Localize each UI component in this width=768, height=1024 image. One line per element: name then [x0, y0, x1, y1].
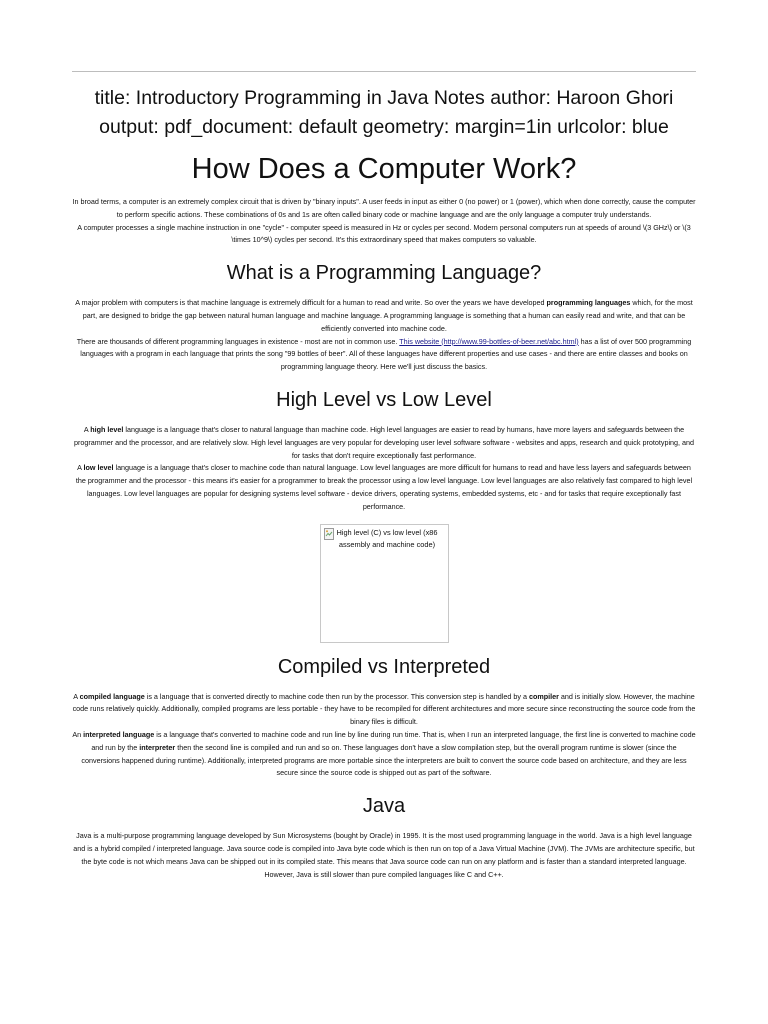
- horizontal-rule: [72, 71, 696, 72]
- paragraph-thousands-languages: [72, 336, 696, 374]
- section-compiled-vs-interpreted: [72, 655, 696, 781]
- text-run: language is a language that's closer to machine code than natural language. Low level languages are more difficult for humans to read and have less layers and safeguards between the programmer and the processor - this means it's easier for a programmer to break the processor using a low level language. Low level languages are also relatively fast compared to high level languages. Low level languages are popular for designing systems level software - device drivers, operating systems, embedded systems, etc - and for tasks that require exceptionally fast performance.: [75, 463, 693, 511]
- text-run: A major problem with computers is that machine language is extremely difficult for a human to read and write. So over the years we have developed: [75, 298, 547, 308]
- term-high-level: high level: [90, 424, 124, 434]
- broken-image-figure: [320, 524, 449, 643]
- section-programming-language: [72, 261, 696, 374]
- paragraph-java: Java is a multi-purpose programming language developed by Sun Microsystems (bought by Oracle) in 1995. It is the most used programming language in the world. Java is a high level language and is a hybrid compiled / interpreted language. Java source code is compiled into Java byte code which is then run on top of a Java Virtual Machine (JVM). The JVMs are architecture specific, but the byte code is not which means Java can be shipped out in its compiled state. This means that Java source code can run on any platform and is faster than a standard interpreted language. However, Java is still slower than pure compiled languages like C and C++.: [73, 831, 695, 879]
- text-run: is a language that's converted to machine code and run line by line during run time. That is, when I run an interpreted language, the first line is converted to machine code and run by the: [91, 729, 696, 752]
- section-heading-high-vs-low: High Level vs Low Level: [276, 388, 492, 411]
- section-heading-programming-language: What is a Programming Language?: [226, 262, 542, 285]
- section-java: [72, 794, 696, 881]
- text-run: which, for the most part, are designed to bridge the gap between natural human language and machine language. A programming language is something that a human can easily read and write, and that can be efficiently converted into machine code.: [82, 298, 693, 333]
- section-heading-java: Java: [362, 795, 406, 818]
- text-run: is a language that is converted directly to machine code then run by the processor. This conversion step is handled by a: [144, 691, 529, 701]
- term-compiler: compiler: [528, 691, 559, 701]
- page-title: How Does a Computer Work?: [191, 153, 577, 185]
- broken-image-icon: [324, 528, 334, 540]
- section-how-computer-works: [72, 196, 696, 247]
- text-run: A: [73, 691, 80, 701]
- paragraph-binary-inputs: In broad terms, a computer is an extremely complex circuit that is driven by "binary inputs". A user feeds in input as either 0 (no power) or 1 (power), which when done correctly, cause the computer to perform specific actions. These combinations of 0s and 1s are often called binary code or machine language and are the only language a computer truly understands.: [72, 197, 696, 219]
- paragraph-high-level: [72, 424, 696, 462]
- text-run: A: [77, 463, 84, 473]
- figure-alt-text: High level (C) vs low level (x86 assembly and machine code): [336, 527, 438, 550]
- document-page: [72, 84, 696, 881]
- section-heading-compiled-vs-interpreted: Compiled vs Interpreted: [277, 655, 491, 678]
- text-run: A: [83, 424, 91, 434]
- text-run: There are thousands of different programming languages in existence - most are not in common use.: [76, 336, 400, 346]
- text-run: language is a language that's closer to natural language than machine code. High level languages are easier to read by humans, have more layers and safeguards between the programmer and the processor, and are relatively slow. High level languages are very popular for developing user level software software - websites and apps, research and quick prototyping, and for tasks that don't require exceptionally fast performance.: [73, 424, 695, 460]
- paragraph-cycles: A computer processes a single machine instruction in one "cycle" - computer speed is measured in Hz or cycles per second. Modern personal computers run at speeds of around \(3 GHz\) or \(3 \times 10^9\) cycles per second. It's this extraordinary speed that makes computers so valuable.: [77, 222, 691, 245]
- paragraph-compiled: [72, 691, 696, 729]
- term-interpreted-language: interpreted language: [83, 729, 155, 739]
- text-run: An: [72, 729, 84, 739]
- text-run: has a list of over 500 programming languages with a program in each language that prints the song "99 bottles of beer". All of these languages have different properties and use cases - and there are entire classes and books on programming language theory. Here we'll just discuss the basics.: [80, 336, 692, 372]
- paragraph-interpreted: [72, 729, 696, 780]
- term-programming-languages: programming languages: [546, 298, 631, 308]
- term-compiled-language: compiled language: [79, 691, 145, 701]
- paragraph-programming-languages: [72, 297, 696, 335]
- paragraph-low-level: [72, 462, 696, 513]
- section-high-vs-low-level: [72, 388, 696, 643]
- document-metadata-title: title: Introductory Programming in Java Notes author: Haroon Ghori output: pdf_document: default geometry: margin=1in urlcolor: blue: [94, 87, 674, 138]
- link-99-bottles-website[interactable]: This website (http://www.99-bottles-of-beer.net/abc.html): [399, 336, 579, 346]
- text-run: and is initially slow. However, the machine code runs relatively quickly. Additionally, compiled programs are less portable - they have to be recompiled for different architectures and more secure since reconstructing the source code from the binary files is difficult.: [72, 691, 696, 727]
- term-low-level: low level: [83, 463, 114, 473]
- term-interpreter: interpreter: [139, 742, 176, 752]
- text-run: then the second line is compiled and run and so on. These languages don't have a slow compilation step, but the overall program runtime is slower (since the conversions happened during runtime). Additionally, interpreted programs are more portable since the interpreters are built to convert the source code based on architecture, and they are less secure since the source code is shipped out as part of the software.: [81, 742, 687, 778]
